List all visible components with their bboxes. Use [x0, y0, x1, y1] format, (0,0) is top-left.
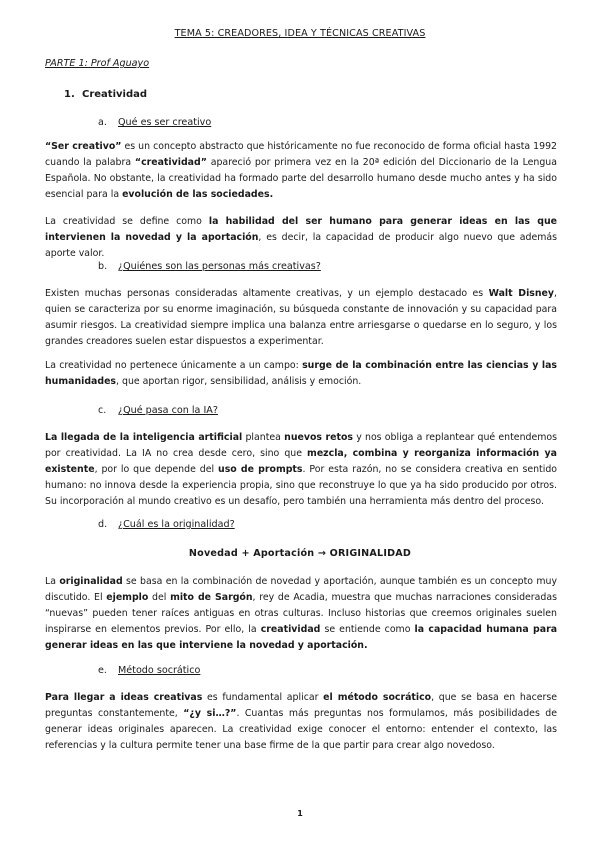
originality-formula: Novedad + Aportación → ORIGINALIDAD [188, 548, 412, 559]
subsection-title: ¿Cuál es la originalidad? [118, 519, 235, 530]
subsection-title: ¿Qué pasa con la IA? [118, 405, 218, 416]
paragraph: La creatividad se define como la habilidad del ser humano para generar ideas en las que intervienen la novedad y la aportación, es decir, la capacidad de producir algo nuevo que además aporte valor. [45, 216, 557, 259]
subsection-title: ¿Quiénes son las personas más creativas? [118, 261, 321, 272]
paragraph: Para llegar a ideas creativas es fundamental aplicar el método socrático, que se basa en hacerse preguntas constantemente, “¿y si…?”. Cuantas más preguntas nos formulamos, más posibilidades de generar ideas originales aparecen. La creatividad exige conocer el entorno: entender el contexto, las referencias y la cultura permite tener una base firme de la que partir para crear algo novedoso. [45, 692, 558, 751]
subsection-letter: e. [98, 665, 107, 676]
subsection-heading [98, 665, 200, 676]
section-title: Creatividad [82, 89, 148, 100]
paragraph: La originalidad se basa en la combinación de novedad y aportación, aunque también es un concepto muy discutido. El ejemplo del mito de Sargón, rey de Acadia, muestra que muchas narraciones consideradas “nuevas” pueden tener raíces antiguas en otras culturas. Incluso historias que creemos originales suelen inspirarse en elementos previos. Por ello, la creatividad se entiende como la capacidad humana para generar ideas en las que interviene la novedad y aportación. [45, 576, 558, 651]
section-number: 1. [64, 89, 75, 100]
section-heading [64, 89, 147, 100]
paragraph: La creatividad no pertenece únicamente a un campo: surge de la combinación entre las ciencias y las humanidades, que aportan rigor, sensibilidad, análisis y emoción. [45, 360, 557, 387]
subsection-heading [98, 405, 218, 416]
subsection-heading [98, 519, 235, 530]
subsection-letter: b. [98, 261, 108, 272]
subsection-title: Método socrático [118, 665, 201, 676]
subsection-letter: a. [98, 117, 107, 128]
subsection-heading [98, 117, 211, 128]
paragraph: “Ser creativo” es un concepto abstracto que históricamente no fue reconocido de forma oficial hasta 1992 cuando la palabra “creatividad” apareció por primera vez en la 20ª edición del Diccionario de la Lengua Española. No obstante, la creatividad ha formado parte del desarrollo humano desde mucho antes y ha sido esencial para la evolución de las sociedades. [45, 141, 558, 200]
paragraph: Existen muchas personas consideradas altamente creativas, y un ejemplo destacado es Walt Disney, quien se caracteriza por su enorme imaginación, su búsqueda constante de innovación y su capacidad para asumir riesgos. La creatividad siempre implica una balanza entre arriesgarse o quedarse en lo seguro, y los grandes creadores suelen estar dispuestos a experimentar. [45, 288, 557, 347]
subsection-heading [98, 261, 321, 272]
part-label: PARTE 1: Prof Aguayo [45, 58, 150, 69]
subsection-letter: c. [98, 405, 107, 416]
page-number: 1 [297, 809, 303, 818]
subsection-title: Qué es ser creativo [118, 117, 212, 128]
document-title: TEMA 5: CREADORES, IDEA Y TÉCNICAS CREATIVAS [174, 28, 426, 39]
paragraph: La llegada de la inteligencia artificial plantea nuevos retos y nos obliga a replantear qué entendemos por creatividad. La IA no crea desde cero, sino que mezcla, combina y reorganiza información ya existente, por lo que depende del uso de prompts. Por esta razón, no se considera creativa en sentido humano: no innova desde la experiencia propia, sino que reconstruye lo que ya ha sido producido por otros. Su incorporación al mundo creativo es un desafío, pero también una herramienta más dentro del proceso. [45, 432, 558, 507]
subsection-letter: d. [98, 519, 108, 530]
